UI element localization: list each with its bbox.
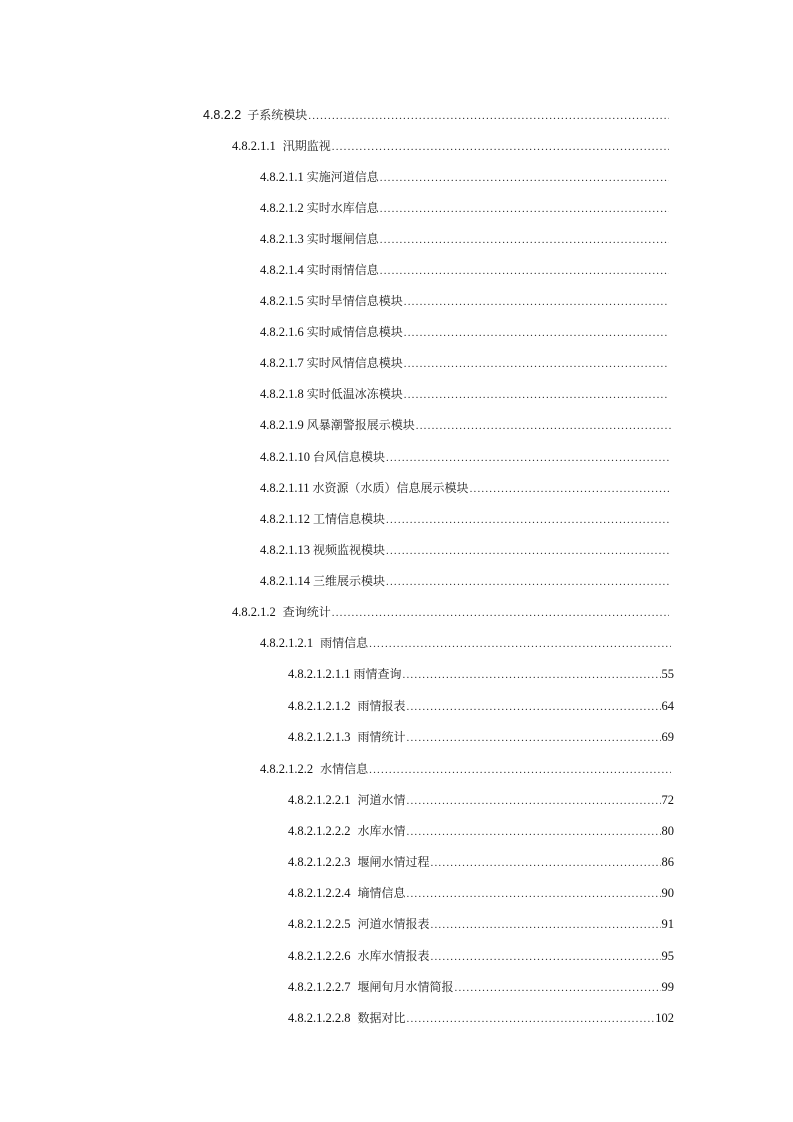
toc-entry[interactable] [288,791,674,809]
dot-leader [404,324,669,342]
toc-entry-title: 实施河道信息 [306,170,379,184]
dot-leader [386,573,671,591]
toc-entry-number: 4.8.2.1.12 [260,512,310,526]
dot-leader [386,542,671,560]
dot-leader [416,417,671,435]
toc-entry[interactable] [260,292,670,310]
toc-entry-title: 雨情查询 [353,667,402,681]
dot-leader [431,948,661,966]
toc-entry[interactable] [288,1009,674,1027]
dot-leader [407,823,661,841]
toc-entry[interactable] [260,385,670,403]
toc-entry-title: 台风信息模块 [313,450,386,464]
toc-entry-title: 实时低温冰冻模块 [306,387,403,401]
dot-leader [404,355,669,373]
toc-entry-title: 水库水情报表 [357,949,430,963]
dot-leader [369,635,671,653]
toc-entry[interactable] [288,947,674,965]
toc-entry-title: 实时旱情信息模块 [306,294,403,308]
dot-leader [332,138,669,156]
toc-entry-number: 4.8.2.1.4 [260,263,304,277]
toc-entry-page: 91 [661,917,674,931]
toc-entry[interactable] [203,106,670,124]
toc-entry-number: 4.8.2.1.6 [260,325,304,339]
toc-entry-page: 90 [661,886,674,900]
dot-leader [380,169,669,187]
dot-leader [386,511,671,529]
dot-leader [470,480,669,498]
toc-entry-number: 4.8.2.2 [203,108,242,122]
toc-entry[interactable] [288,697,674,715]
toc-entry[interactable] [288,665,674,683]
toc-entry-page: 55 [661,667,674,681]
toc-entry[interactable] [260,416,672,434]
toc-entry-page: 102 [655,1011,674,1025]
toc-entry-number: 4.8.2.1.8 [260,387,304,401]
toc-entry[interactable] [288,728,674,746]
toc-entry-title: 实时咸情信息模块 [306,325,403,339]
toc-entry-title: 工情信息模块 [313,512,386,526]
toc-entry[interactable] [288,822,674,840]
toc-entry-number: 4.8.2.1.3 [260,232,304,246]
toc-entry-title: 实时雨情信息 [306,263,379,277]
dot-leader [386,449,671,467]
toc-entry-number: 4.8.2.1.2.1.1 [288,667,351,681]
toc-entry[interactable] [288,915,674,933]
toc-entry-title: 水情信息 [320,762,369,776]
dot-leader [308,107,669,125]
toc-entry-title: 雨情信息 [320,636,369,650]
toc-entry-title: 风暴潮警报展示模块 [306,418,415,432]
toc-entry[interactable] [260,541,672,559]
toc-entry-number: 4.8.2.1.2.1 [260,636,314,650]
toc-entry[interactable] [260,168,670,186]
toc-entry[interactable] [288,884,674,902]
toc-entry-page: 69 [661,730,674,744]
toc-entry-title: 墒情信息 [357,886,406,900]
toc-entry-title: 实时堰闸信息 [306,232,379,246]
dot-leader [380,231,669,249]
toc-entry-page: 80 [661,824,674,838]
toc-entry-number: 4.8.2.1.2.2.5 [288,917,351,931]
toc-entry-number: 4.8.2.1.2.2.7 [288,980,351,994]
toc-entry[interactable] [260,323,670,341]
dot-leader [380,200,669,218]
toc-entry[interactable] [260,760,672,778]
toc-entry-number: 4.8.2.1.13 [260,543,310,557]
toc-entry-number: 4.8.2.1.14 [260,574,310,588]
toc-entry-page: 72 [661,793,674,807]
toc-entry-number: 4.8.2.1.2.2.4 [288,886,351,900]
dot-leader [403,666,661,684]
toc-entry-number: 4.8.2.1.2.2.8 [288,1011,351,1025]
dot-leader [369,761,671,779]
toc-entry-title: 查询统计 [282,605,331,619]
toc-entry-page: 86 [661,855,674,869]
toc-entry-number: 4.8.2.1.2.2.6 [288,949,351,963]
toc-entry-title: 水资源（水质）信息展示模块 [312,481,469,495]
toc-entry-title: 视频监视模块 [313,543,386,557]
toc-entry-number: 4.8.2.1.2.2.2 [288,824,351,838]
toc-entry-page: 99 [661,980,674,994]
toc-entry-title: 雨情统计 [357,730,406,744]
toc-entry[interactable] [260,572,672,590]
toc-entry-number: 4.8.2.1.7 [260,356,304,370]
dot-leader [407,698,661,716]
toc-entry[interactable] [260,354,670,372]
toc-entry-number: 4.8.2.1.2.2 [260,762,314,776]
toc-entry-title: 河道水情报表 [357,917,430,931]
toc-entry-number: 4.8.2.1.1 [232,139,276,153]
toc-entry-title: 三维展示模块 [313,574,386,588]
dot-leader [404,386,669,404]
dot-leader [431,916,661,934]
toc-entry-number: 4.8.2.1.2.2.3 [288,855,351,869]
dot-leader [407,1010,655,1028]
toc-entry-number: 4.8.2.1.2.1.3 [288,730,351,744]
toc-entry[interactable] [232,603,670,621]
toc-entry-number: 4.8.2.1.11 [260,481,310,495]
toc-entry-page: 64 [661,699,674,713]
toc-entry-title: 雨情报表 [357,699,406,713]
dot-leader [407,885,661,903]
toc-entry-number: 4.8.2.1.2.2.1 [288,793,351,807]
toc-entry[interactable] [288,978,674,996]
toc-entry-number: 4.8.2.1.9 [260,418,304,432]
toc-entry[interactable] [260,510,672,528]
toc-entry[interactable] [260,634,672,652]
toc-entry[interactable] [232,137,670,155]
dot-leader [407,729,661,747]
toc-entry-number: 4.8.2.1.5 [260,294,304,308]
toc-entry-title: 堰闸旬月水情简报 [357,980,454,994]
toc-entry[interactable] [260,261,670,279]
toc-entry-title: 堰闸水情过程 [357,855,430,869]
toc-entry-number: 4.8.2.1.2.1.2 [288,699,351,713]
dot-leader [404,293,669,311]
dot-leader [332,604,669,622]
toc-entry-number: 4.8.2.1.10 [260,450,310,464]
toc-entry-number: 4.8.2.1.1 [260,170,304,184]
toc-entry[interactable] [288,853,674,871]
toc-entry-page: 95 [661,949,674,963]
toc-entry-number: 4.8.2.1.2 [232,605,276,619]
toc-entry-title: 实时风情信息模块 [306,356,403,370]
toc-entry-title: 汛期监视 [282,139,331,153]
dot-leader [407,792,661,810]
dot-leader [380,262,669,280]
toc-entry-title: 子系统模块 [247,108,308,122]
dot-leader [455,979,661,997]
toc-entry[interactable] [260,448,672,466]
toc-entry-title: 实时水库信息 [306,201,379,215]
toc-entry[interactable] [260,199,670,217]
dot-leader [431,854,661,872]
toc-entry-title: 数据对比 [357,1011,406,1025]
toc-entry-title: 水库水情 [357,824,406,838]
toc-entry-number: 4.8.2.1.2 [260,201,304,215]
toc-entry[interactable] [260,479,670,497]
toc-entry-title: 河道水情 [357,793,406,807]
toc-entry[interactable] [260,230,670,248]
